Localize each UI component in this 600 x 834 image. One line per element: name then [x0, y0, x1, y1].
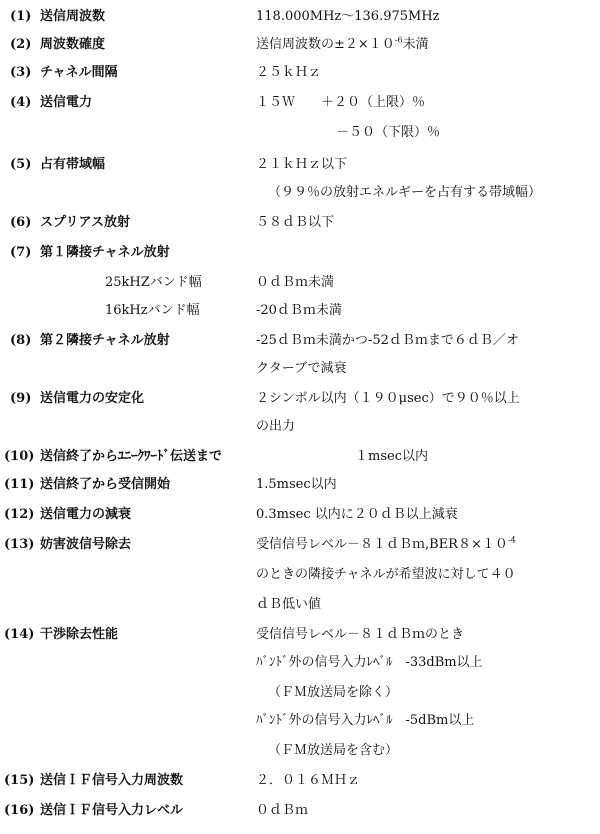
item-value: 118.000MHz～136.975MHz: [256, 9, 440, 24]
item-number: (7): [10, 245, 32, 260]
item-number: (16): [4, 803, 35, 818]
item-number: (8): [10, 333, 32, 348]
item-number: (5): [10, 157, 32, 172]
item-value: [256, 32, 429, 58]
item-value-cont: のときの隣接チャネルが希望波に対して４０: [256, 567, 516, 582]
item-value: -25ｄＢｍ未満かつ-52ｄＢｍまで６ｄＢ／オ: [256, 333, 519, 348]
item-label: 送信電力の安定化: [40, 391, 145, 406]
item-label: 周波数確度: [40, 37, 106, 52]
item-value-cont: クターブで減衰: [256, 361, 347, 376]
item-number: (6): [10, 215, 32, 230]
subitem-label: 25kHZバンド幅: [105, 275, 202, 290]
item-number: (10): [4, 449, 35, 464]
item-label: 送信電力の減衰: [40, 507, 132, 522]
item-value-cont: ﾊﾞﾝﾄﾞ外の信号入力ﾚﾍﾞﾙ -5dBm以上: [256, 713, 475, 728]
item-value-cont: の出力: [256, 419, 296, 434]
item-label: 送信電力: [40, 95, 93, 110]
item-value-cont: （ＦＭ放送局を除く）: [268, 685, 399, 700]
item-number: (1): [10, 9, 32, 24]
exponent: -4: [507, 535, 516, 545]
value-main: 送信周波数の±２×１０: [256, 37, 395, 52]
item-label: 送信周波数: [40, 9, 106, 24]
item-label: 干渉除去性能: [40, 627, 119, 642]
item-value: ２１ｋＨｚ以下: [256, 157, 348, 172]
item-label: 第１隣接チャネル放射: [40, 245, 170, 260]
item-value: １msec以内: [355, 449, 428, 464]
value-suffix: 未満: [402, 37, 429, 52]
item-value-cont: ｄＢ低い値: [256, 597, 322, 612]
item-number: (2): [10, 37, 32, 52]
item-number: (14): [4, 627, 35, 642]
item-value: ５８ｄＢ以下: [256, 215, 335, 230]
subitem-label: 16kHzバンド幅: [105, 303, 200, 318]
item-label: 妨害波信号除去: [40, 537, 132, 552]
item-value: １５Ｗ ＋２０（上限）％: [256, 95, 426, 110]
item-number: (13): [4, 537, 35, 552]
item-number: (3): [10, 65, 32, 80]
item-value: ２５ｋＨｚ: [256, 65, 322, 80]
item-value: 受信信号レベル－８１ｄＢｍのとき: [256, 627, 465, 642]
item-value: ２シンボル以内（１９０μsec）で９０％以上: [256, 391, 520, 406]
item-value-cont: （ＦＭ放送局を含む）: [268, 743, 399, 758]
item-label: スプリアス放射: [40, 215, 130, 230]
item-value-note: （９９％の放射エネルギーを占有する帯域幅）: [268, 185, 542, 200]
item-value: [256, 532, 516, 558]
item-value: 0.3msec 以内に２０ｄＢ以上減衰: [256, 507, 458, 522]
subitem-value: -20ｄＢｍ未満: [256, 303, 342, 318]
item-value: ２．０１６ＭＨｚ: [256, 773, 361, 788]
item-label: 第２隣接チャネル放射: [40, 333, 170, 348]
item-number: (12): [4, 507, 35, 522]
item-label: 送信終了から受信開始: [40, 477, 171, 492]
exponent: -6: [394, 35, 403, 45]
item-value-cont: ﾊﾞﾝﾄﾞ外の信号入力ﾚﾍﾞﾙ -33dBm以上: [256, 655, 483, 670]
item-label: 送信ＩＦ信号入力レベル: [40, 803, 184, 818]
item-label: 占有帯域幅: [40, 157, 106, 172]
item-label: 送信終了からﾕﾆｰｸﾜｰﾄﾞ伝送まで: [40, 449, 223, 464]
item-label: 送信ＩＦ信号入力周波数: [40, 773, 184, 788]
item-label: チャネル間隔: [40, 65, 118, 80]
item-number: (11): [4, 477, 35, 492]
value-main: 受信信号レベル－８１ｄＢｍ,BER８×１０: [256, 537, 508, 552]
item-value: 1.5msec以内: [256, 477, 337, 492]
item-number: (15): [4, 773, 35, 788]
item-value: ０ｄＢｍ: [256, 803, 309, 818]
item-number: (4): [10, 95, 32, 110]
item-value-lower: －５０（下限）％: [336, 125, 441, 140]
subitem-value: ０ｄＢｍ未満: [256, 275, 335, 290]
item-number: (9): [10, 391, 32, 406]
